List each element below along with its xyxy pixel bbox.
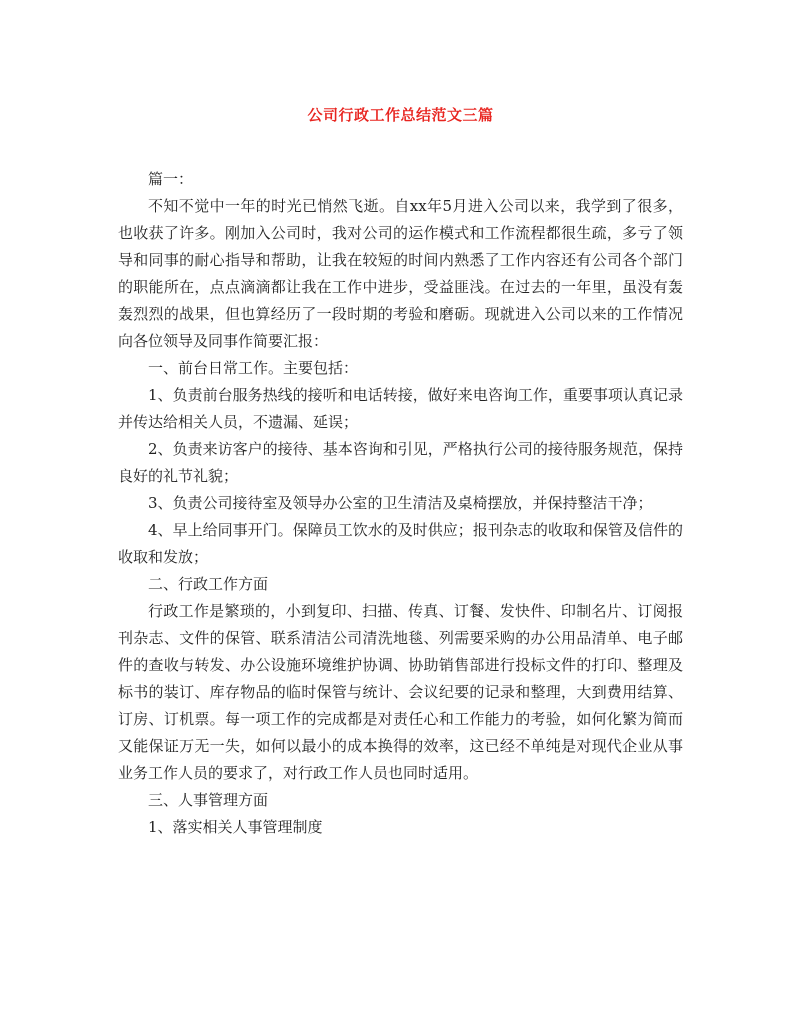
list-item: 2、负责来访客户的接待、基本咨询和引见，严格执行公司的接待服务规范，保持良好的礼节礼貌； [118,440,683,485]
section-heading-front-desk: 一、前台日常工作。主要包括： [148,359,359,377]
document-body [118,166,683,841]
paragraph-intro: 不知不觉中一年的时光已悄然飞逝。自xx年5月进入公司以来，我学到了很多，也收获了许多。刚加入公司时，我对公司的运作模式和工作流程都很生疏，多亏了领导和同事的耐心指导和帮助，让我在较短的时间内熟悉了工作内容还有公司各个部门的职能所在，点点滴滴都让我在工作中进步，受益匪浅。在过去的一年里，虽没有轰轰烈烈的战果，但也算经历了一段时期的考验和磨砺。现就进入公司以来的工作情况向各位领导及同事作简要汇报： [118,197,683,350]
list-item: 4、早上给同事开门。保障员工饮水的及时供应；报刊杂志的收取和保管及信件的收取和发放； [118,521,683,566]
paragraph-admin-work: 行政工作是繁琐的，小到复印、扫描、传真、订餐、发快件、印制名片、订阅报刊杂志、文件的保管、联系清洁公司清洗地毯、列需要采购的办公用品清单、电子邮件的查收与转发、办公设施环境维护协调、协助销售部进行投标文件的打印、整理及标书的装订、库存物品的临时保管与统计、会议纪要的记录和整理，大到费用结算、订房、订机票。每一项工作的完成都是对责任心和工作能力的考验，如何化繁为简而又能保证万无一失，如何以最小的成本换得的效率，这已经不单纯是对现代企业从事业务工作人员的要求了，对行政工作人员也同时适用。 [118,602,683,782]
section-heading-hr: 三、人事管理方面 [148,791,269,809]
document-title: 公司行政工作总结范文三篇 [307,106,494,124]
list-item: 1、落实相关人事管理制度 [148,818,323,836]
list-item: 1、负责前台服务热线的接听和电话转接，做好来电咨询工作，重要事项认真记录并传达给相关人员，不遗漏、延误； [118,386,683,431]
section-heading-admin: 二、行政工作方面 [148,575,269,593]
list-item: 3、负责公司接待室及领导办公室的卫生清洁及桌椅摆放，并保持整洁干净； [148,494,653,512]
paragraph-part-one: 篇一： [148,170,194,188]
